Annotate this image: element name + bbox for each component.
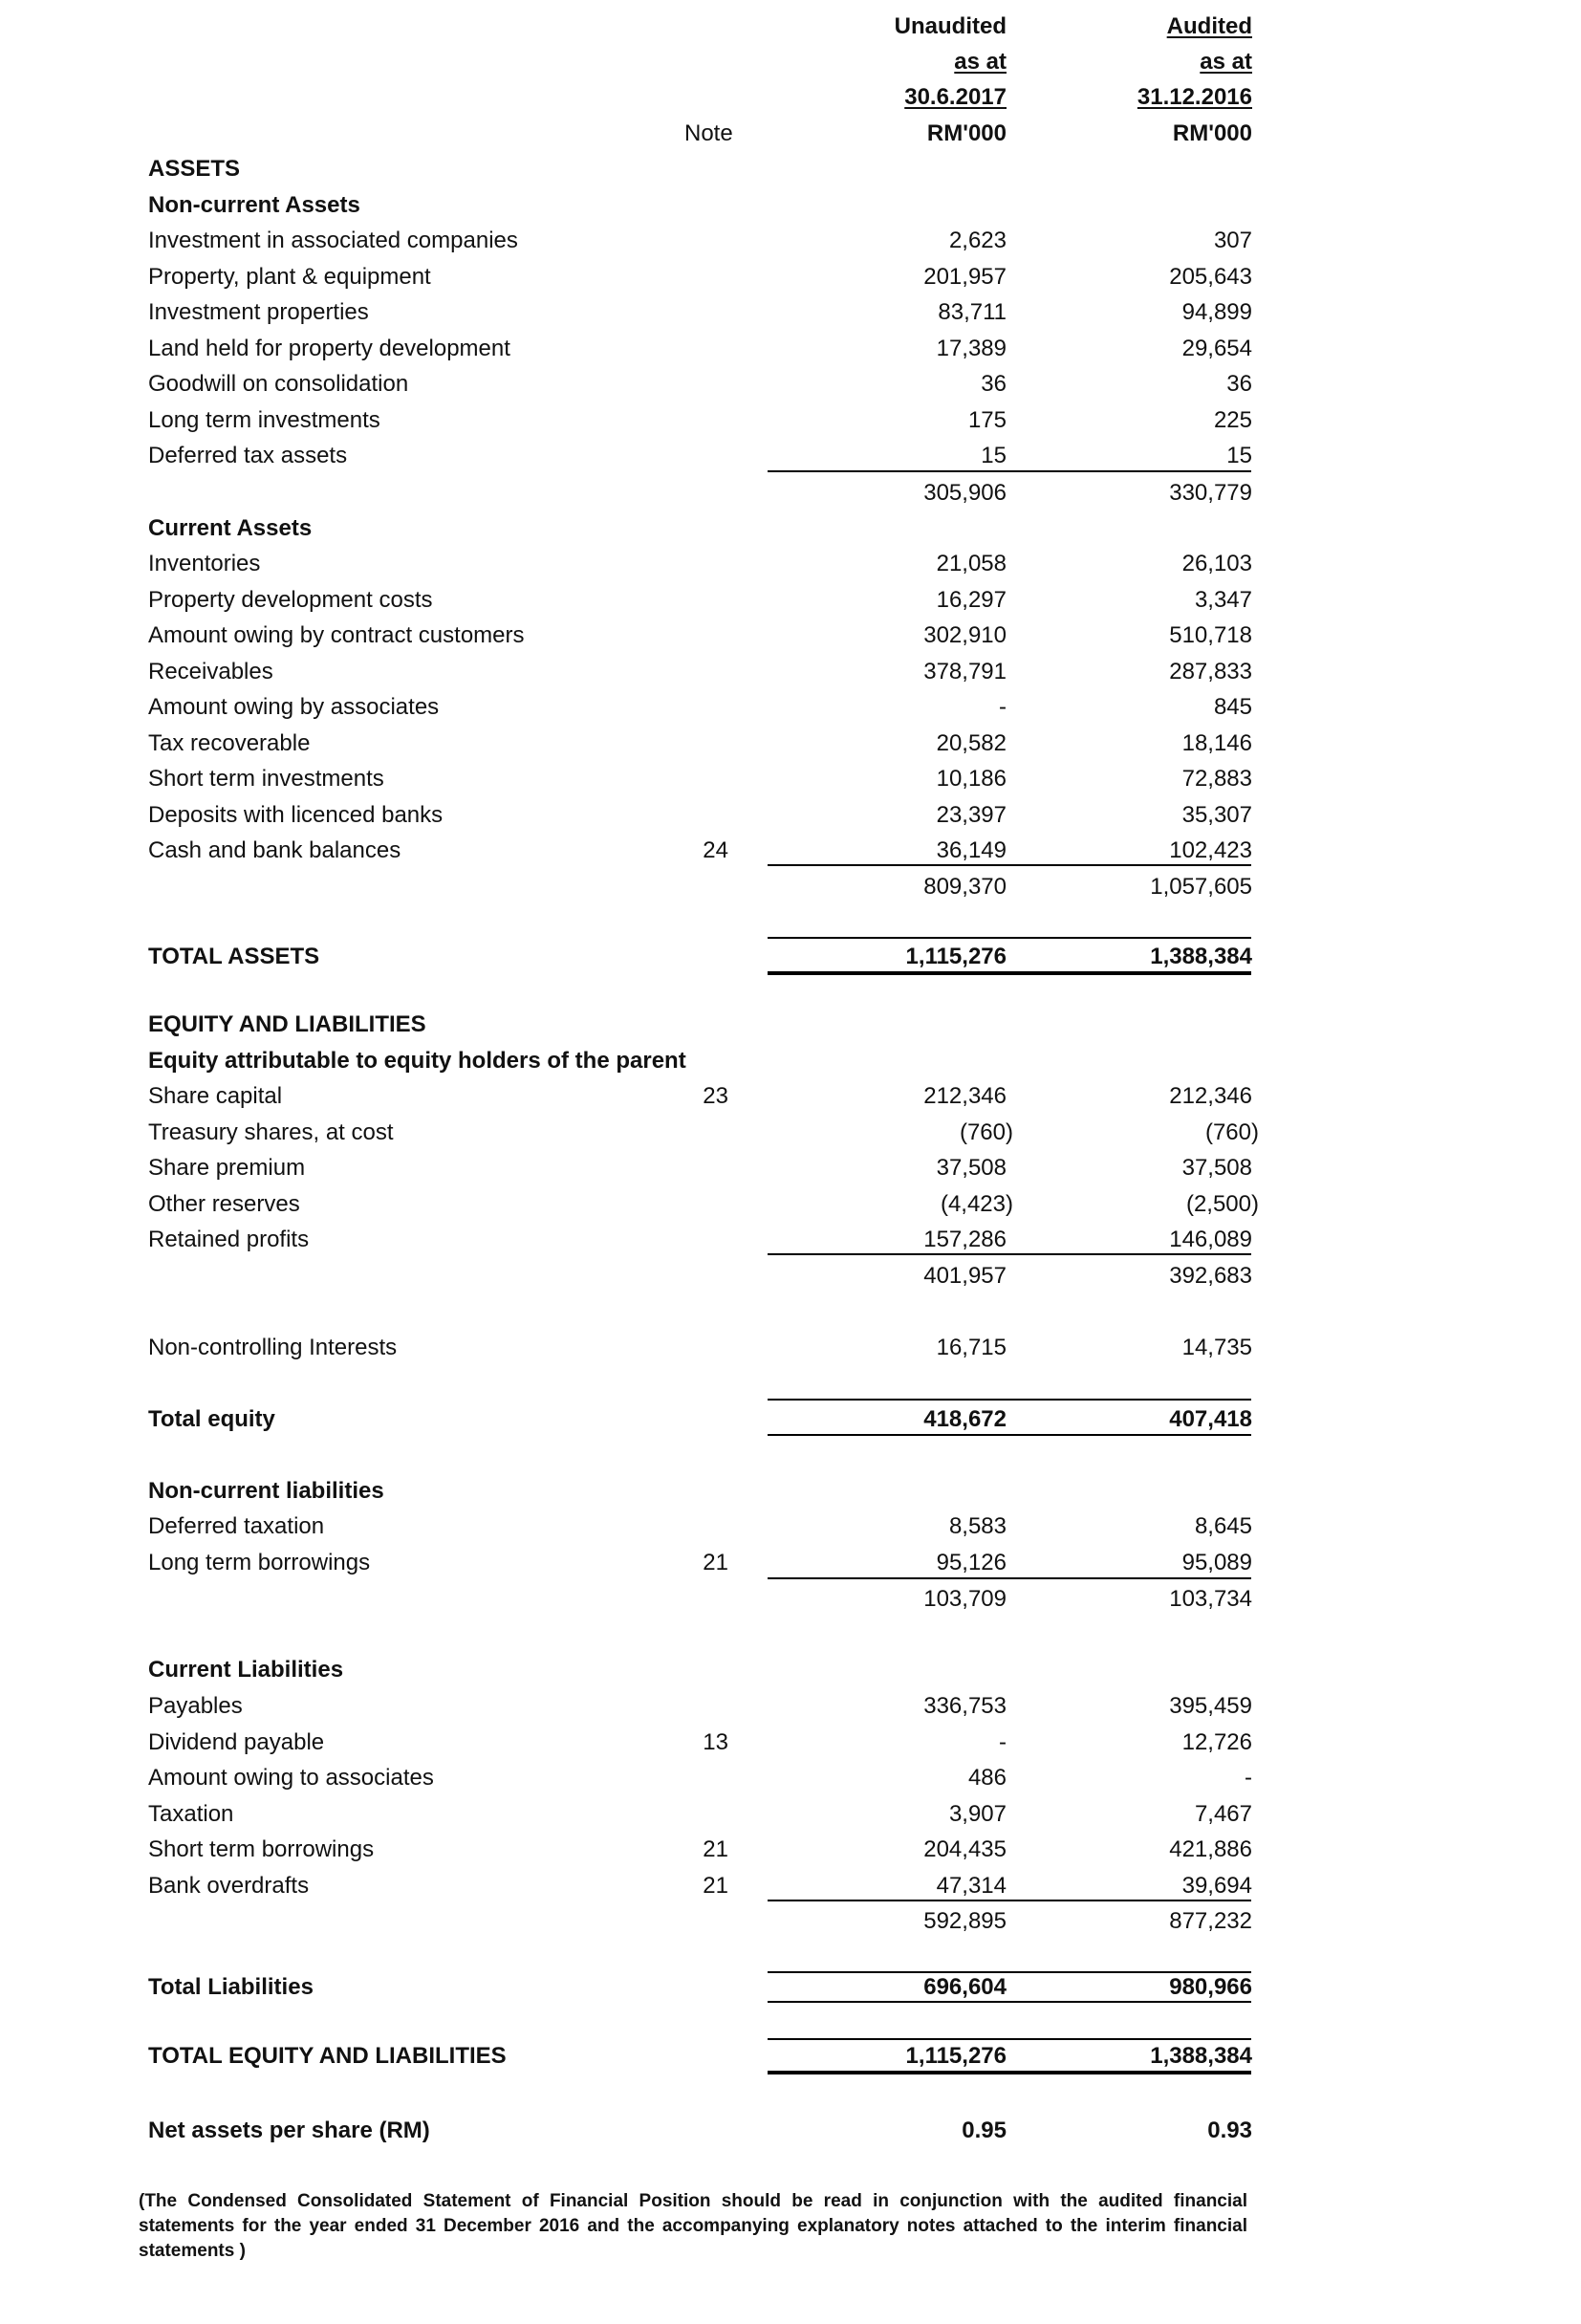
subtotal-rule (768, 1900, 1251, 1901)
row-note: 21 (703, 1836, 728, 1862)
total-rule-bottom (768, 2071, 1251, 2074)
row-label: Deferred taxation (148, 1513, 325, 1539)
row-label: Amount owing by associates (148, 694, 440, 720)
row-value-col1: - (999, 694, 1007, 720)
row-label: Deferred tax assets (148, 443, 348, 468)
row-label: Taxation (148, 1801, 234, 1827)
total-rule-bottom (768, 1434, 1251, 1436)
row-value-col1: 336,753 (923, 1693, 1007, 1719)
col1-header-status: Unaudited (894, 13, 1007, 39)
total-rule-bottom (768, 971, 1251, 975)
row-label: Retained profits (148, 1227, 310, 1252)
row-value-col2: 15 (1226, 443, 1252, 468)
row-value-col1: 486 (967, 1765, 1007, 1791)
total-equity-liabilities-col2: 1,388,384 (1150, 2043, 1252, 2069)
row-value-col1: 3,907 (948, 1801, 1007, 1827)
row-value-col2: 7,467 (1194, 1801, 1252, 1827)
row-value-col1: 17,389 (936, 336, 1007, 361)
total-equity-col1: 418,672 (923, 1406, 1007, 1432)
row-value-col1: 20,582 (936, 730, 1007, 756)
row-label: Treasury shares, at cost (148, 1119, 394, 1145)
row-value-col2: 510,718 (1169, 622, 1252, 648)
current-assets-heading: Current Assets (148, 515, 313, 541)
total-assets-label: TOTAL ASSETS (148, 944, 320, 969)
total-rule-top (768, 2038, 1251, 2040)
row-label: Share capital (148, 1083, 283, 1109)
row-value-col2: 421,886 (1169, 1836, 1252, 1862)
nci-col2: 14,735 (1181, 1335, 1252, 1360)
row-value-col2: 29,654 (1181, 336, 1252, 361)
row-value-col1: 10,186 (936, 766, 1007, 792)
row-note: 23 (703, 1083, 728, 1109)
total-rule-bottom (768, 2001, 1251, 2003)
row-value-col1: 15 (981, 443, 1007, 468)
row-value-col2: 36 (1226, 371, 1252, 397)
subtotal-rule (768, 1253, 1251, 1255)
row-note: 24 (703, 837, 728, 863)
row-value-col2: 395,459 (1169, 1693, 1252, 1719)
net-assets-per-share-label: Net assets per share (RM) (148, 2118, 430, 2143)
col2-header-asat: as at (1200, 49, 1252, 75)
ncl-subtotal-col2: 103,734 (1169, 1586, 1252, 1612)
total-assets-col2: 1,388,384 (1150, 944, 1252, 969)
row-value-col1: 157,286 (923, 1227, 1007, 1252)
nca-subtotal-col2: 330,779 (1169, 480, 1252, 506)
footnote: (The Condensed Consolidated Statement of Financial Position should be read in conjunction with the audited financial statements for the year ended 31 December 2016 and the accompanying explanatory notes attached to the interim financial statements ) (139, 2191, 1247, 2261)
row-label: Goodwill on consolidation (148, 371, 409, 397)
row-label: Deposits with licenced banks (148, 802, 444, 828)
row-label: Inventories (148, 551, 261, 576)
row-value-col1: 2,623 (948, 228, 1007, 253)
row-value-col2: 72,883 (1181, 766, 1252, 792)
row-label: Other reserves (148, 1191, 300, 1217)
nci-label: Non-controlling Interests (148, 1335, 398, 1360)
row-label: Short term investments (148, 766, 384, 792)
row-value-col2: 35,307 (1181, 802, 1252, 828)
row-label: Share premium (148, 1155, 306, 1181)
cl-subtotal-col1: 592,895 (923, 1908, 1007, 1934)
row-label: Bank overdrafts (148, 1873, 310, 1899)
row-label: Amount owing to associates (148, 1765, 434, 1791)
ncl-subtotal-col1: 103,709 (923, 1586, 1007, 1612)
row-value-col1: 47,314 (936, 1873, 1007, 1899)
row-value-col2: 39,694 (1181, 1873, 1252, 1899)
nca-subtotal-col1: 305,906 (923, 480, 1007, 506)
total-liabilities-col1: 696,604 (923, 1974, 1007, 2000)
net-assets-per-share-col1: 0.95 (962, 2118, 1007, 2143)
row-value-col1: 378,791 (923, 659, 1007, 684)
row-value-col1: 8,583 (948, 1513, 1007, 1539)
total-equity-col2: 407,418 (1169, 1406, 1252, 1432)
row-value-col2: 37,508 (1181, 1155, 1252, 1181)
row-value-col1: 204,435 (923, 1836, 1007, 1862)
row-value-col2: 94,899 (1181, 299, 1252, 325)
equity-subtotal-col2: 392,683 (1169, 1263, 1252, 1289)
row-label: Amount owing by contract customers (148, 622, 525, 648)
row-label: Investment properties (148, 299, 369, 325)
row-value-col1: 302,910 (923, 622, 1007, 648)
col1-header-date: 30.6.2017 (904, 84, 1007, 110)
ca-subtotal-col2: 1,057,605 (1150, 874, 1252, 900)
equity-subtotal-col1: 401,957 (923, 1263, 1007, 1289)
row-value-col1: 36 (981, 371, 1007, 397)
col1-header-unit: RM'000 (926, 120, 1007, 146)
col2-header-date: 31.12.2016 (1137, 84, 1252, 110)
row-note: 21 (703, 1873, 728, 1899)
row-value-col2: 3,347 (1194, 587, 1252, 613)
row-value-col2: 212,346 (1169, 1083, 1252, 1109)
total-equity-label: Total equity (148, 1406, 275, 1432)
row-note: 13 (703, 1729, 728, 1755)
row-label: Dividend payable (148, 1729, 325, 1755)
equity-parent-heading: Equity attributable to equity holders of the parent (148, 1048, 686, 1074)
row-value-col1: 16,297 (936, 587, 1007, 613)
total-rule-top (768, 937, 1251, 939)
cl-subtotal-col2: 877,232 (1169, 1908, 1252, 1934)
subtotal-rule (768, 864, 1251, 866)
row-value-col2: 95,089 (1181, 1550, 1252, 1575)
nci-col1: 16,715 (936, 1335, 1007, 1360)
col1-header-asat: as at (954, 49, 1007, 75)
total-rule-top (768, 1971, 1251, 1973)
row-value-col2: 18,146 (1181, 730, 1252, 756)
row-label: Property development costs (148, 587, 433, 613)
row-value-col1: 212,346 (923, 1083, 1007, 1109)
equity-liabilities-heading: EQUITY AND LIABILITIES (148, 1011, 426, 1037)
row-value-col2: 225 (1213, 407, 1252, 433)
net-assets-per-share-col2: 0.93 (1207, 2118, 1252, 2143)
row-label: Property, plant & equipment (148, 264, 431, 290)
row-value-col2: (760) (1204, 1119, 1259, 1145)
row-value-col1: 201,957 (923, 264, 1007, 290)
non-current-assets-heading: Non-current Assets (148, 192, 360, 218)
non-current-liabilities-heading: Non-current liabilities (148, 1478, 384, 1504)
subtotal-rule (768, 470, 1251, 472)
row-value-col2: 205,643 (1169, 264, 1252, 290)
row-label: Long term investments (148, 407, 380, 433)
total-rule-top (768, 1399, 1251, 1401)
row-value-col1: 37,508 (936, 1155, 1007, 1181)
row-value-col1: - (999, 1729, 1007, 1755)
row-value-col2: 307 (1213, 228, 1252, 253)
row-value-col1: (760) (959, 1119, 1013, 1145)
row-value-col1: 95,126 (936, 1550, 1007, 1575)
row-value-col2: (2,500) (1185, 1191, 1259, 1217)
row-note: 21 (703, 1550, 728, 1575)
col2-header-unit: RM'000 (1172, 120, 1252, 146)
ca-subtotal-col1: 809,370 (923, 874, 1007, 900)
row-value-col2: 287,833 (1169, 659, 1252, 684)
row-value-col1: 21,058 (936, 551, 1007, 576)
row-label: Tax recoverable (148, 730, 311, 756)
row-value-col1: 36,149 (936, 837, 1007, 863)
row-value-col2: 8,645 (1194, 1513, 1252, 1539)
row-value-col2: - (1245, 1765, 1252, 1791)
row-value-col1: 83,711 (938, 299, 1007, 325)
total-liabilities-label: Total Liabilities (148, 1974, 314, 2000)
total-assets-col1: 1,115,276 (905, 944, 1007, 969)
subtotal-rule (768, 1577, 1251, 1579)
row-value-col2: 102,423 (1169, 837, 1252, 863)
row-value-col2: 845 (1213, 694, 1252, 720)
current-liabilities-heading: Current Liabilities (148, 1657, 344, 1683)
row-value-col2: 12,726 (1181, 1729, 1252, 1755)
note-header: Note (684, 120, 733, 146)
col2-header-status: Audited (1166, 13, 1252, 39)
total-equity-liabilities-col1: 1,115,276 (905, 2043, 1007, 2069)
row-value-col1: 23,397 (936, 802, 1007, 828)
row-value-col2: 146,089 (1169, 1227, 1252, 1252)
total-equity-liabilities-label: TOTAL EQUITY AND LIABILITIES (148, 2043, 507, 2069)
row-value-col2: 26,103 (1181, 551, 1252, 576)
row-label: Short term borrowings (148, 1836, 375, 1862)
row-label: Receivables (148, 659, 273, 684)
row-label: Investment in associated companies (148, 228, 518, 253)
assets-heading: ASSETS (148, 156, 241, 182)
row-value-col1: 175 (967, 407, 1007, 433)
row-value-col1: (4,423) (940, 1191, 1013, 1217)
row-label: Land held for property development (148, 336, 510, 361)
total-liabilities-col2: 980,966 (1169, 1974, 1252, 2000)
row-label: Payables (148, 1693, 243, 1719)
row-label: Cash and bank balances (148, 837, 401, 863)
row-label: Long term borrowings (148, 1550, 371, 1575)
